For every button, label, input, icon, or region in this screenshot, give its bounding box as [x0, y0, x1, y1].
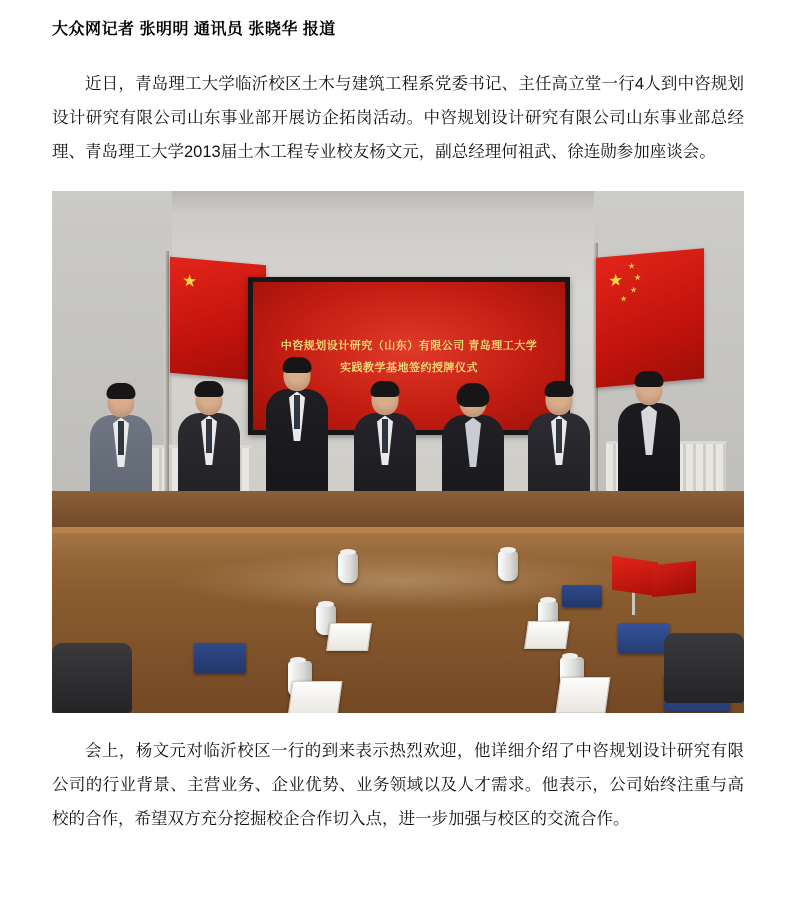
article-figure — [52, 191, 744, 713]
name-card — [555, 677, 610, 713]
name-card — [524, 621, 570, 649]
flag-star-icon: ★ — [628, 261, 636, 272]
notebook — [618, 623, 670, 653]
name-card — [326, 623, 372, 651]
person-hair — [195, 381, 224, 397]
person-tie — [556, 419, 562, 453]
flag-star-icon: ★ — [620, 294, 628, 305]
person-hair — [283, 357, 312, 373]
person-tie — [206, 419, 212, 453]
screen-title-line-1: 中咨规划设计研究（山东）有限公司 青岛理工大学 — [280, 340, 538, 353]
desk-flag-2 — [652, 561, 696, 598]
flag-star-icon: ★ — [634, 273, 642, 283]
person-hair — [371, 381, 400, 397]
person-tie — [382, 419, 388, 453]
notebook — [562, 585, 602, 607]
person-hair — [545, 381, 574, 397]
flag-star-icon: ★ — [630, 285, 638, 296]
person-hair — [107, 383, 136, 399]
person-hair — [635, 371, 664, 387]
notebook — [194, 643, 246, 673]
article-page — [0, 18, 796, 837]
person-hair — [457, 383, 490, 407]
screen-title-line-2: 实践教学基地签约授牌仪式 — [340, 362, 478, 375]
article-paragraph-2: 会上，杨文元对临沂校区一行的到来表示热烈欢迎，他详细介绍了中咨规划设计研究有限公司的行业背景、主营业务、企业优势、业务领域以及人才需求。他表示，公司始终注重与高校的合作，希望双方充分挖掘校企合作切入点，进一步加强与校区的交流合作。 — [52, 742, 744, 829]
flag-star-icon: ★ — [182, 271, 198, 292]
meeting-photo — [52, 191, 744, 713]
flag-star-icon: ★ — [608, 270, 624, 292]
article-byline: 大众网记者 张明明 通讯员 张晓华 报道 — [52, 21, 336, 38]
article-paragraph-1: 近日，青岛理工大学临沂校区土木与建筑工程系党委书记、主任高立堂一行4人到中咨规划设计研究有限公司山东事业部开展访企拓岗活动。中咨规划设计研究有限公司山东事业部总经理、青岛理工大学2013届土木工程专业校友杨文元，副总经理何祖武、徐连勋参加座谈会。 — [52, 75, 744, 161]
flag-pole-left — [164, 251, 169, 501]
chair — [52, 643, 132, 713]
chair — [664, 633, 744, 703]
tea-cup — [338, 553, 358, 583]
name-card — [287, 681, 342, 713]
person-tie — [118, 421, 124, 455]
tea-cup — [498, 551, 518, 581]
national-flag — [596, 249, 704, 388]
person-tie — [294, 395, 300, 429]
